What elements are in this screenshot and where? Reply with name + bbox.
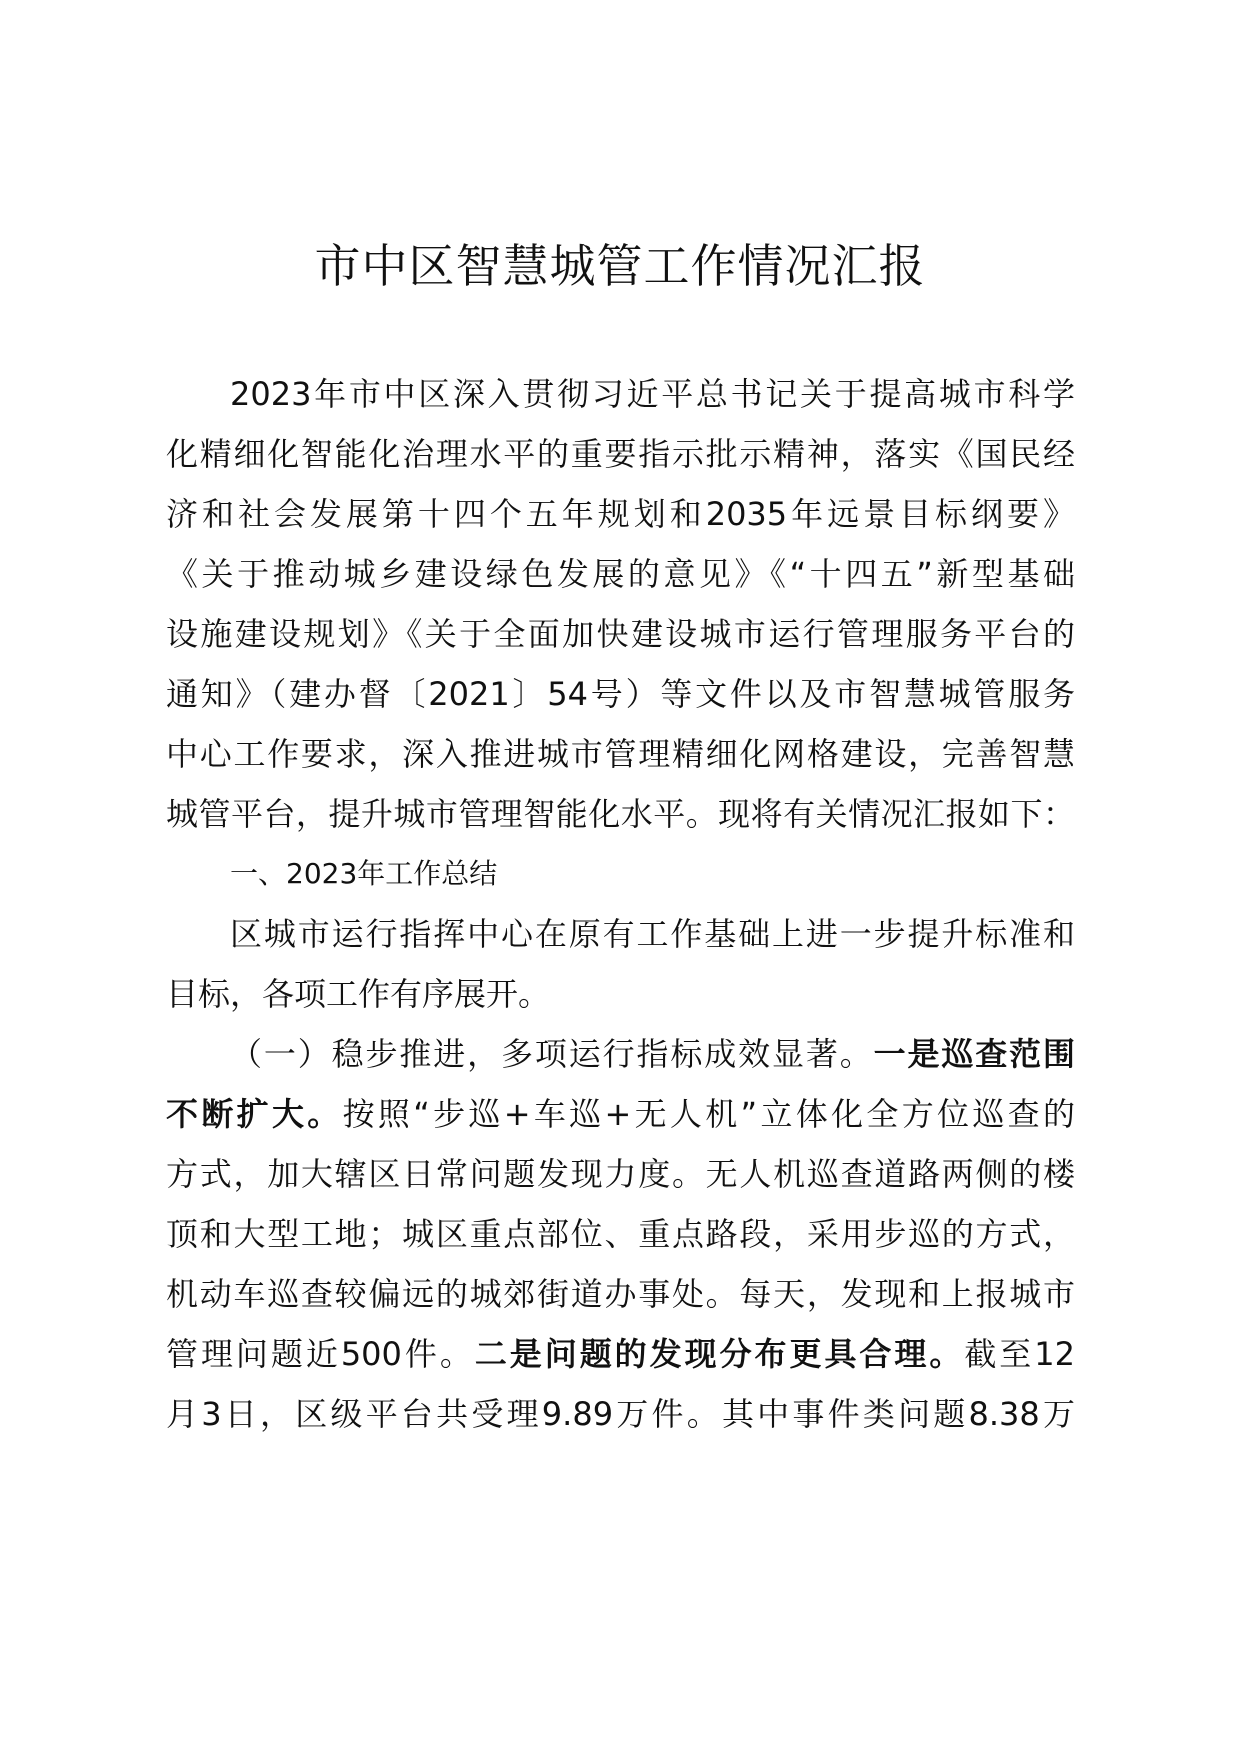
paragraph-line-3: 济和社会发展第十四个五年规划和2035年远景目标纲要》 bbox=[166, 495, 1075, 533]
subsection-line-6 bbox=[166, 1324, 1075, 1384]
paragraph-line-4: 《关于推动城乡建设绿色发展的意见》《“十四五”新型基础 bbox=[166, 555, 1075, 593]
paragraph-line-1: 2023年市中区深入贯彻习近平总书记关于提高城市科学 bbox=[230, 375, 1075, 413]
patrol-method-text: 按照“步巡+车巡+无人机”立体化全方位巡查的 bbox=[342, 1095, 1075, 1133]
paragraph-line-8: 城管平台，提升城市管理智能化水平。现将有关情况汇报如下： bbox=[166, 795, 1075, 833]
paragraph-line-2: 化精细化智能化治理水平的重要指示批示精神，落实《国民经 bbox=[166, 435, 1075, 473]
subsection-heading: （一）稳步推进，多项运行指标成效显著。 bbox=[230, 1035, 874, 1073]
subsection-line-2 bbox=[166, 1084, 1075, 1144]
section-heading: 一、2023年工作总结 bbox=[230, 857, 498, 890]
paragraph-line-7: 中心工作要求，深入推进城市管理精细化网格建设，完善智慧 bbox=[166, 735, 1075, 773]
daily-report-text: 管理问题近500件。 bbox=[166, 1335, 475, 1373]
document-title: 市中区智慧城管工作情况汇报 bbox=[314, 239, 926, 293]
bold-point-one-start: 一是巡查范围 bbox=[873, 1035, 1075, 1073]
section-paragraph-line-1: 区城市运行指挥中心在原有工作基础上进一步提升标准和 bbox=[230, 915, 1075, 953]
bold-point-two: 二是问题的发现分布更具合理。 bbox=[474, 1335, 965, 1373]
subsection-line-7: 月3日，区级平台共受理9.89万件。其中事件类问题8.38万 bbox=[166, 1395, 1075, 1433]
paragraph-line-6: 通知》（建办督〔2021〕54号）等文件以及市智慧城管服务 bbox=[166, 675, 1075, 713]
subsection-line-1 bbox=[230, 1024, 1075, 1084]
paragraph-line-5: 设施建设规划》《关于全面加快建设城市运行管理服务平台的 bbox=[166, 615, 1075, 653]
date-start-text: 截至12 bbox=[964, 1335, 1075, 1373]
bold-point-one-end: 不断扩大。 bbox=[166, 1095, 343, 1133]
subsection-line-3: 方式，加大辖区日常问题发现力度。无人机巡查道路两侧的楼 bbox=[166, 1155, 1075, 1193]
section-paragraph-line-2: 目标，各项工作有序展开。 bbox=[166, 975, 551, 1013]
subsection-line-4: 顶和大型工地；城区重点部位、重点路段，采用步巡的方式， bbox=[166, 1215, 1075, 1253]
subsection-line-5: 机动车巡查较偏远的城郊街道办事处。每天，发现和上报城市 bbox=[166, 1275, 1075, 1313]
